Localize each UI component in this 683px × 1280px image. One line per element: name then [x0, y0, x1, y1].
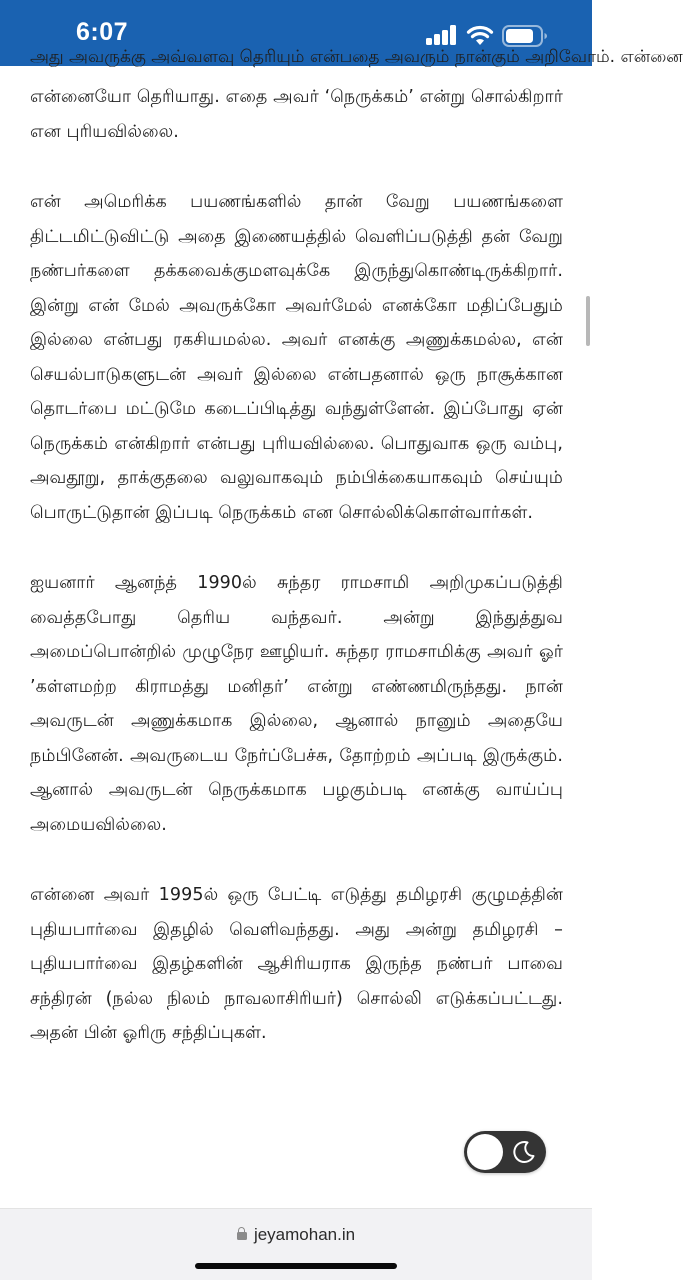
article-paragraph-3: ஐயனார் ஆனந்த் 1990ல் சுந்தர ராமசாமி அறிமுகப்படுத்தி வைத்தபோது தெரிய வந்தவர். அன்று இந்துத்துவ அமைப்பொன்றில் முழுநேர ஊழியர். சுந்தர ராமசாமிக்கு அவர் ஓர் ’கள்ளமற்ற கிராமத்து மனிதர்’ என்று எண்ணமிருந்தது. நான் அவருடன் அணுக்கமாக இல்லை, ஆனால் நானும் அதையே நம்பினேன். அவருடைய நேர்ப்பேச்சு, தோற்றம் அப்படி இருக்கும். ஆனால் அவருடன் நெருக்கமாக பழகும்படி எனக்கு வாய்ப்பு அமையவில்லை. — [30, 573, 563, 835]
browser-bottom-bar — [0, 1208, 592, 1280]
address-bar[interactable] — [0, 1225, 592, 1245]
scrollbar-thumb[interactable] — [586, 296, 590, 346]
dark-mode-toggle[interactable] — [464, 1131, 546, 1173]
home-indicator[interactable] — [195, 1263, 397, 1269]
article-paragraph-1: என்னையோ தெரியாது. எதை அவர் ‘நெருக்கம்’ என்று சொல்கிறார் என புரியவில்லை. — [30, 87, 563, 142]
article-content — [30, 47, 683, 1208]
wifi-icon — [466, 24, 494, 46]
lock-icon — [237, 1227, 247, 1241]
article-paragraph-4: என்னை அவர் 1995ல் ஒரு பேட்டி எடுத்து தமிழரசி குழுமத்தின் புதியபார்வை இதழில் வெளிவந்தது. அது அன்று தமிழரசி – புதியபார்வை இதழ்களின் ஆசிரியராக இருந்த நண்பர் பாவை சந்திரன் (நல்ல நிலம் நாவலாசிரியர்) சொல்லி எடுக்கப்பட்டது. அதன் பின் ஓரிரு சந்திப்புகள். — [30, 885, 563, 1043]
toggle-knob — [467, 1134, 503, 1170]
status-time: 6:07 — [76, 18, 129, 46]
url-text: jeyamohan.in — [253, 1225, 356, 1244]
moon-icon — [512, 1140, 536, 1164]
signal-icon — [426, 25, 458, 45]
clipped-text-line: அது அவருக்கு அவ்வளவு தெரியும் என்பதை அவரும் நான்கும் அறிவோம். என்னை — [30, 47, 683, 67]
article-paragraph-2: என் அமெரிக்க பயணங்களில் தான் வேறு பயணங்களை திட்டமிட்டுவிட்டு அதை இணையத்தில் வெளிப்படுத்தி தன் வேறு நண்பர்களை தக்கவைக்குமளவுக்கே இருந்துகொண்டிருக்கிறார். இன்று என் மேல் அவருக்கோ அவர்மேல் எனக்கோ மதிப்பேதும் இல்லை என்பது ரகசியமல்ல. அவர் எனக்கு அணுக்கமல்ல, என் செயல்பாடுகளுடன் அவர் இல்லை என்பதனால் ஒரு நாசூக்கான தொடர்பை மட்டுமே கடைப்பிடித்து வந்துள்ளேன். இப்போது ஏன் நெருக்கம் என்கிறார் என்பது புரியவில்லை. பொதுவாக ஒரு வம்பு, அவதூறு, தாக்குதலை வலுவாகவும் நம்பிக்கையாகவும் செய்யும் பொருட்டுதான் இப்படி நெருக்கம் என சொல்லிக்கொள்வார்கள். — [30, 192, 563, 523]
